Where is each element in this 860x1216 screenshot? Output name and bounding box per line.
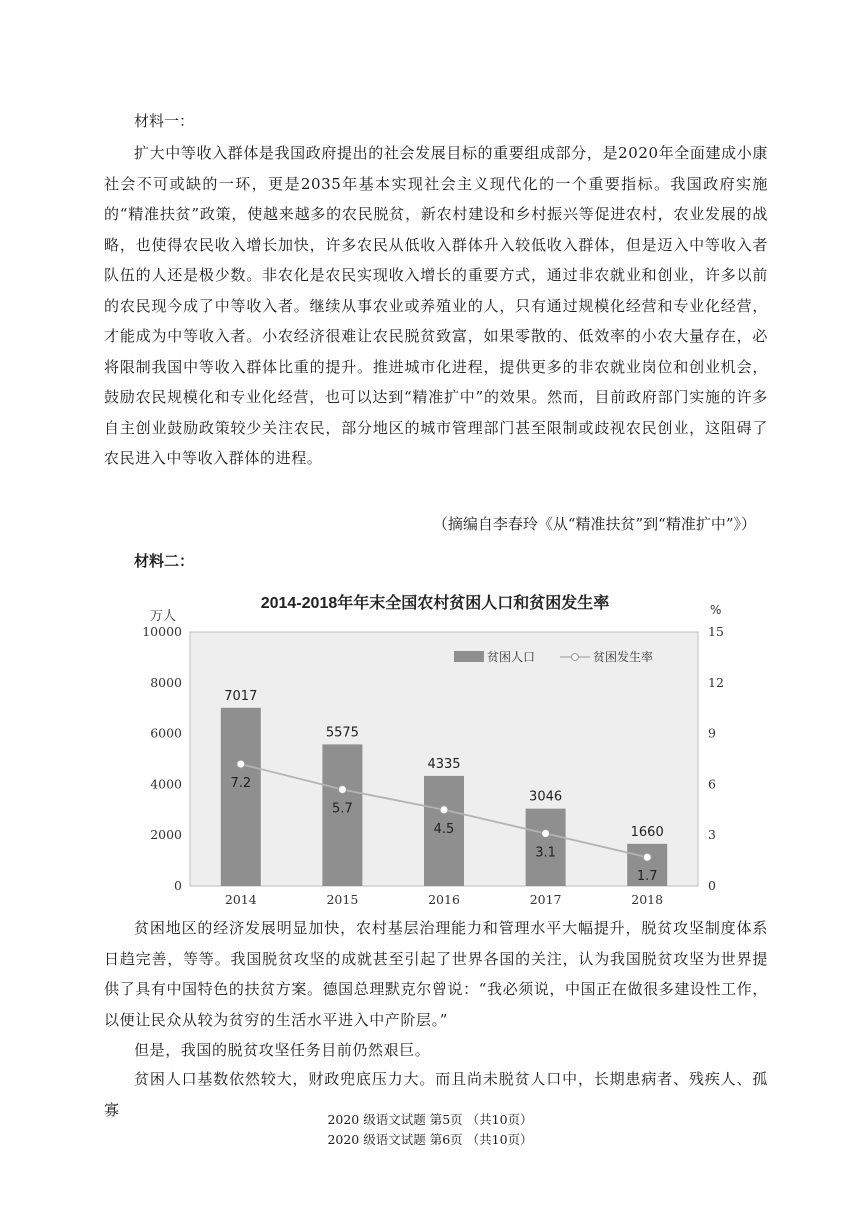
- rate-point: [237, 760, 245, 768]
- left-tick-label: 10000: [142, 624, 182, 639]
- bar: [221, 708, 261, 886]
- right-tick-label: 3: [708, 827, 716, 843]
- legend-bar-swatch: [454, 651, 484, 662]
- left-tick-label: 8000: [150, 674, 182, 690]
- paragraph-achievements: 贫困地区的经济发展明显加快，农村基层治理能力和管理水平大幅提升，脱贫攻坚制度体系日趋完善，等等。我国脱贫攻坚的成就甚至引起了世界各国的关注，认为我国脱贫攻坚为世界提供了具有中国特色的扶贫方案。德国总理默克尔曾说：“我必须说，中国正在做很多建设性工作，以便让民众从较为贫穷的生活水平进入中产阶层。”: [104, 919, 768, 1029]
- paragraph-task-remains: 但是，我国的脱贫攻坚任务目前仍然艰巨。: [134, 1041, 431, 1059]
- x-tick-label: 2015: [326, 892, 359, 907]
- chart-left-unit: 万人: [150, 609, 177, 624]
- right-tick-label: 12: [708, 674, 724, 690]
- rate-point: [542, 830, 550, 838]
- left-tick-label: 6000: [150, 725, 182, 741]
- rate-point: [643, 853, 651, 861]
- right-tick-label: 6: [708, 776, 716, 792]
- material-1-source: （摘编自李春玲《从“精准扶贫”到“精准扩中”》）: [432, 515, 756, 533]
- left-tick-label: 4000: [150, 776, 182, 792]
- x-axis: [225, 892, 663, 907]
- bar-value-label: 1660: [630, 824, 664, 840]
- legend-line-marker: [572, 654, 579, 661]
- rate-value-label: 3.1: [535, 845, 556, 861]
- right-tick-label: 9: [708, 725, 716, 741]
- right-axis: [708, 624, 724, 893]
- poverty-chart: [130, 588, 730, 908]
- page-footer-1: 2020 级语文试题 第5页 （共10页）: [327, 1112, 533, 1127]
- legend-bar-label: 贫困人口: [487, 650, 536, 664]
- rate-value-label: 1.7: [636, 869, 658, 885]
- chart-title: 2014-2018年年末全国农村贫困人口和贫困发生率: [260, 595, 610, 612]
- x-tick-label: 2016: [428, 892, 460, 907]
- chart-right-unit: %: [710, 603, 722, 617]
- bar-value-label: 4335: [427, 756, 461, 772]
- right-tick-label: 15: [708, 624, 724, 639]
- left-axis: [142, 624, 182, 893]
- material-1-body: 扩大中等收入群体是我国政府提出的社会发展目标的重要组成部分，是2020年全面建成小康社会不可或缺的一环，更是2035年基本实现社会主义现代化的一个重要指标。我国政府实施的“精准扶贫”政策，使越来越多的农民脱贫，新农村建设和乡村振兴等促进农村，农业发展的战略，也使得农民收入增长加快，许多农民从低收入群体升入较低收入群体，但是迈入中等收入者队伍的人还是极少数。非农化是农民实现收入增长的重要方式，通过非农就业和创业，许多以前的农民现今成了中等收入者。继续从事农业或养殖业的人，只有通过规模化经营和专业化经营，才能成为中等收入者。小农经济很难让农民脱贫致富，如果零散的、低效率的小农大量存在，必将限制我国中等收入群体比重的提升。推进城市化进程，提供更多的非农就业岗位和创业机会，鼓励农民规模化和专业化经营，也可以达到“精准扩中”的效果。然而，目前政府部门实施的许多自主创业鼓励政策较少关注农民，部分地区的城市管理部门甚至限制或歧视农民创业，这阻碍了农民进入中等收入群体的进程。: [104, 144, 768, 467]
- rate-value-label: 5.7: [332, 801, 353, 817]
- material-2-heading: 材料二：: [134, 552, 195, 570]
- bar-value-label: 3046: [529, 789, 563, 805]
- material-1-heading: 材料一：: [134, 112, 195, 130]
- rate-point: [338, 785, 346, 793]
- left-tick-label: 0: [174, 878, 182, 893]
- rate-value-label: 4.5: [433, 821, 455, 837]
- legend-line-label: 贫困发生率: [593, 650, 654, 664]
- bar-value-label: 7017: [224, 688, 258, 704]
- bar-value-label: 5575: [325, 725, 359, 741]
- x-tick-label: 2017: [529, 892, 562, 907]
- x-tick-label: 2014: [224, 892, 257, 907]
- right-tick-label: 0: [708, 878, 716, 893]
- x-tick-label: 2018: [631, 892, 664, 907]
- left-tick-label: 2000: [150, 827, 182, 843]
- rate-point: [440, 806, 448, 814]
- rate-value-label: 7.2: [230, 776, 252, 792]
- paragraph-poverty-base: 贫困人口基数依然较大，财政兜底压力大。而且尚未脱贫人口中，长期患病者、残疾人、孤寡: [104, 1070, 768, 1119]
- page-footer-2: 2020 级语文试题 第6页 （共10页）: [327, 1132, 533, 1147]
